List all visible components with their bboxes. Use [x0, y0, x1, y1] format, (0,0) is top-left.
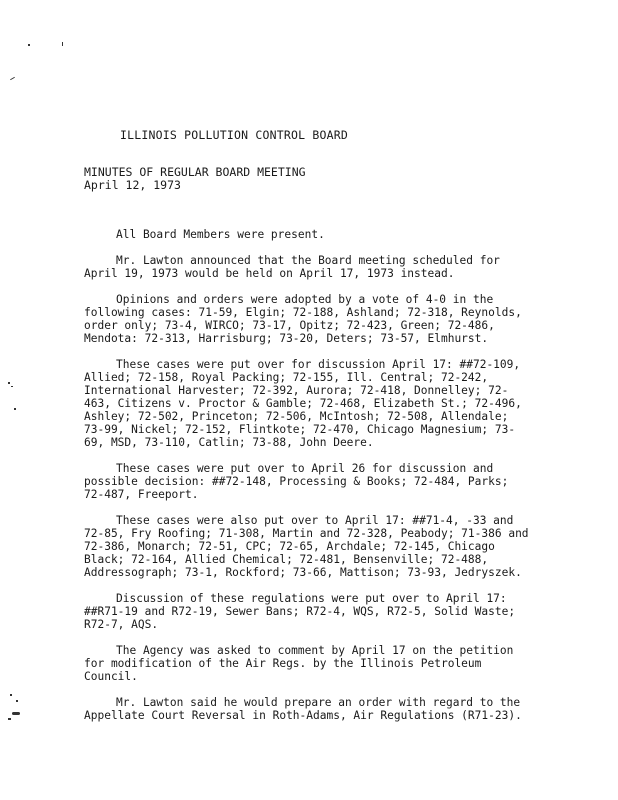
- paragraph-attendance: All Board Members were present.: [116, 228, 325, 241]
- paragraph-cases-april-26: These cases were put over to April 26 for discussion and possible decision: ##72-148, Processing & Books; 72-484, Parks; 72-487, Freeport.: [84, 462, 509, 501]
- paragraph-regulations: Discussion of these regulations were put over to April 17: ##R71-19 and R72-19, Sewer Bans; R72-4, WQS, R72-5, Solid Waste; R72-7, AQS.: [84, 592, 516, 631]
- document-title: ILLINOIS POLLUTION CONTROL BOARD: [120, 128, 348, 142]
- scan-speck: [8, 382, 10, 384]
- paragraph-appellate-order: Mr. Lawton said he would prepare an order with regard to the Appellate Court Reversal in Roth-Adams, Air Regulations (R71-23).: [84, 696, 522, 722]
- scan-speck: [62, 42, 63, 46]
- minutes-body: [84, 228, 534, 735]
- minutes-heading: MINUTES OF REGULAR BOARD MEETING: [84, 165, 306, 179]
- scan-speck: [28, 44, 30, 46]
- scan-speck: [16, 700, 18, 702]
- scan-speck: [10, 77, 15, 80]
- scan-speck: [10, 694, 12, 696]
- scan-speck: [14, 408, 16, 410]
- meeting-date: April 12, 1973: [84, 178, 181, 192]
- minutes-header: [84, 166, 306, 192]
- paragraph-cases-april-17: These cases were put over for discussion April 17: ##72-109, Allied; 72-158, Royal Packing; 72-155, Ill. Central; 72-242, International Harvester; 72-392, Aurora; 72-418, Donnelley; 72-463, Citizens v. Proctor & Gamble; 72-468, Elizabeth St.; 72-496, Ashley; 72-502, Princeton; 72-506, McIntosh; 72-508, Allendale; 73-99, Nickel; 72-152, Flintkote; 72-470, Chicago Magnesium; 73-69, MSD, 73-110, Catlin; 73-88, John Deere.: [84, 358, 522, 449]
- scan-speck: [12, 712, 20, 715]
- scan-speck: [11, 386, 13, 387]
- paragraph-meeting-rescheduled: Mr. Lawton announced that the Board meeting scheduled for April 19, 1973 would be held on April 17, 1973 instead.: [84, 254, 500, 280]
- paragraph-opinions-adopted: Opinions and orders were adopted by a vote of 4-0 in the following cases: 71-59, Elgin; 72-188, Ashland; 72-318, Reynolds, order only; 73-4, WIRCO; 73-17, Opitz; 72-423, Green; 72-486, Mendota: 72-313, Harrisburg; 73-20, Deters; 73-57, Elmhurst.: [84, 293, 522, 345]
- scan-speck: [8, 718, 11, 720]
- paragraph-agency-comment: The Agency was asked to comment by April 17 on the petition for modification of the Air Regs. by the Illinois Petroleum Council.: [84, 644, 514, 683]
- paragraph-more-cases-april-17: These cases were also put over to April 17: ##71-4, -33 and 72-85, Fry Roofing; 71-308, Martin and 72-328, Peabody; 71-386 and 72-386, Monarch; 72-51, CPC; 72-65, Archdale; 72-145, Chicago Black; 72-164, Allied Chemical; 72-481, Bensenville; 72-488, Addressograph; 73-1, Rockford; 73-66, Mattison; 73-93, Jedryszek.: [84, 514, 529, 579]
